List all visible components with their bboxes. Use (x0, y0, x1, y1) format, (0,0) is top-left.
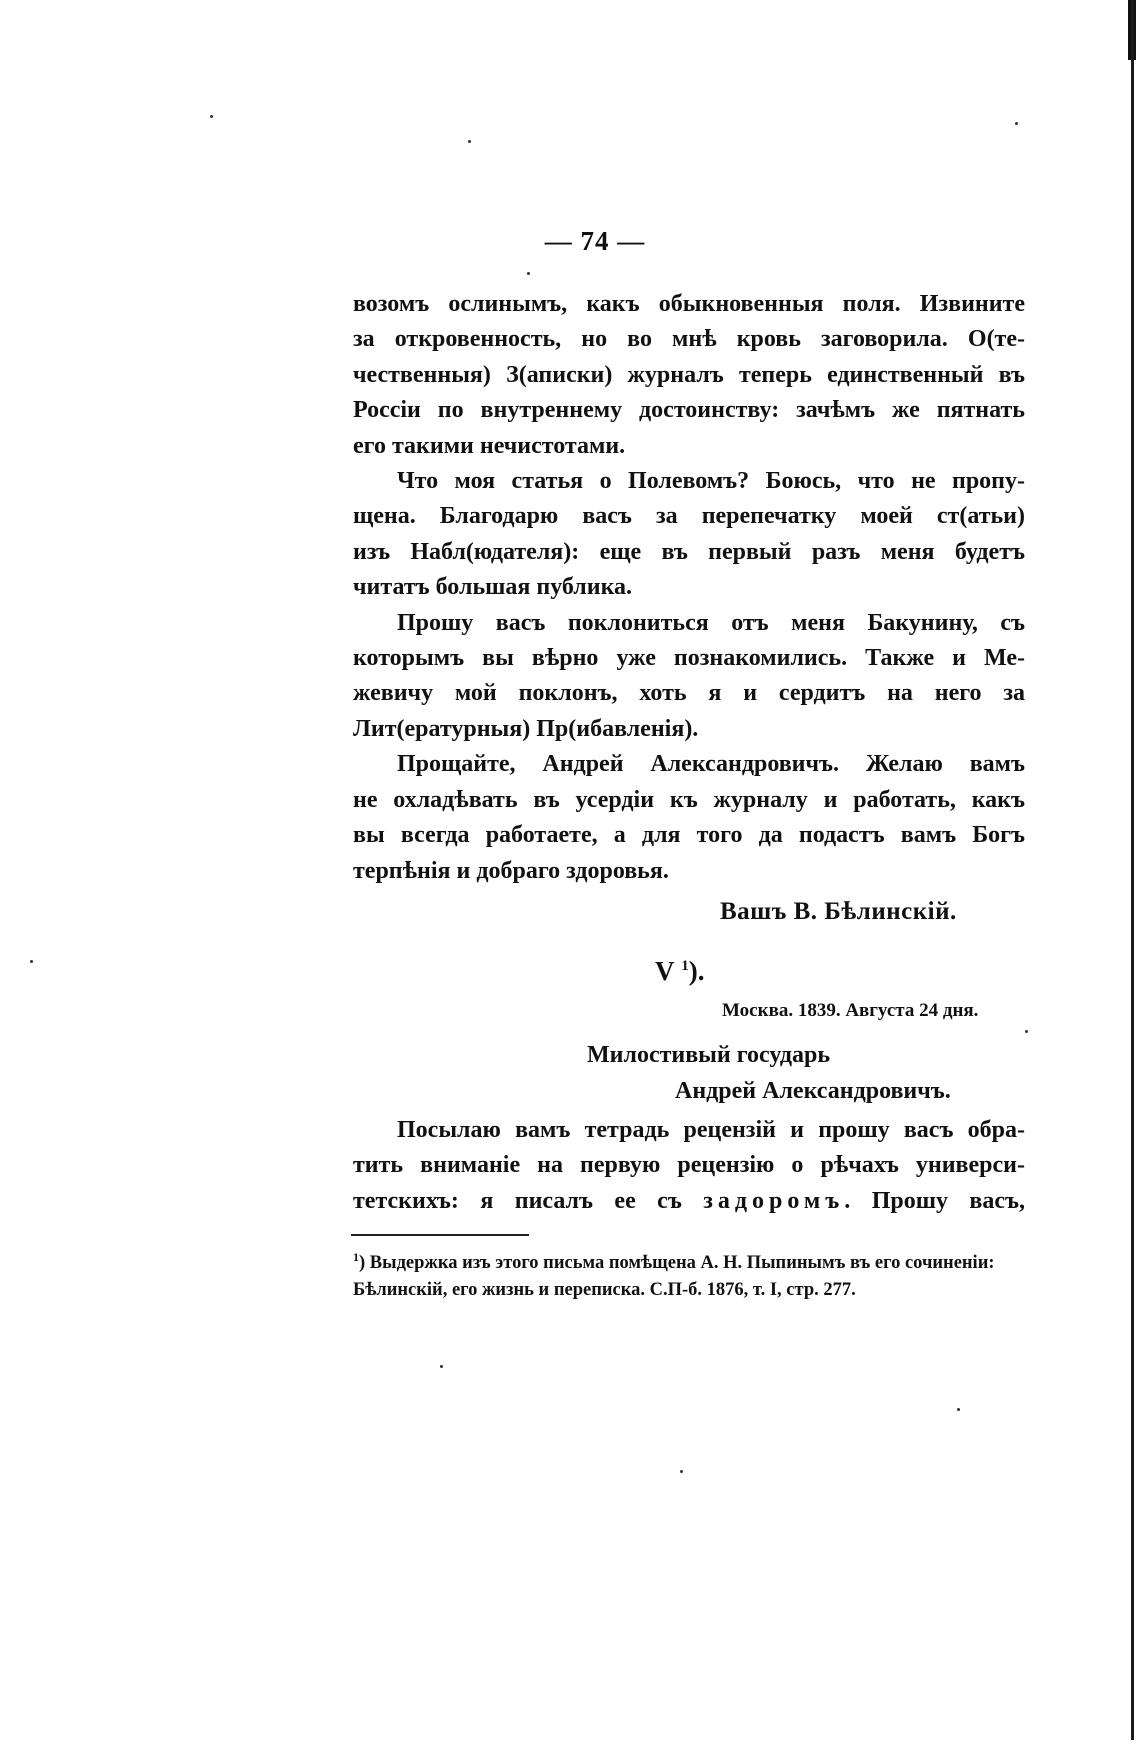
text-line: щена. Благодарю васъ за перепечатку моей ст(атьи) (353, 503, 1025, 530)
paper-speck (527, 272, 530, 275)
text-segment: тетскихъ: я писалъ ее съ (353, 1187, 704, 1214)
footnote (353, 1244, 1024, 1304)
salutation-line-2: Андрей Александровичъ. (675, 1078, 951, 1104)
text-line: Посылаю вамъ тетрадь рецензій и прошу васъ обра- (397, 1117, 1025, 1143)
binding-edge (1131, 0, 1134, 1740)
text-line: читатъ большая публика. (353, 574, 633, 601)
text-line: возомъ ослинымъ, какъ обыкновенныя поля. Извините (353, 291, 1025, 317)
body-text-top (353, 287, 1025, 889)
text-segment: . Прошу васъ, (844, 1187, 1026, 1214)
letter-numeral: V (655, 956, 675, 986)
paper-speck (957, 1408, 960, 1411)
footnote-rule (351, 1234, 529, 1236)
page-number: — 74 — (544, 226, 646, 256)
text-line: Что моя статья о Полевомъ? Боюсь, что не пропу- (397, 468, 1025, 495)
text-line: изъ Набл(юдателя): еще въ первый разъ меня будетъ (353, 538, 1025, 565)
paper-speck (440, 1365, 443, 1368)
paper-speck (1025, 1030, 1028, 1033)
letter-body (353, 1113, 1025, 1219)
paper-speck (210, 115, 213, 118)
text-line: вы всегда работаете, а для того да подастъ вамъ Богъ (353, 822, 1025, 849)
text-line: его такими нечистотами. (353, 432, 626, 459)
text-line: Прошу васъ поклониться отъ меня Бакунину, съ (397, 609, 1025, 636)
footnote-ref: 1 (681, 958, 689, 974)
footnote-text: ) Выдержка изъ этого письма помѣщена А. Н. Пыпинымъ въ его сочиненіи: Бѣлинскій, его жизнь и переписка. С.П-б. 1876, т. I, стр. 277. (353, 1253, 995, 1301)
salutation-line-1: Милостивый государь (587, 1042, 831, 1068)
signature: Вашъ В. Бѣлинскій. (720, 898, 957, 925)
text-line: за откровенность, но во мнѣ кровь заговорила. О(те- (353, 326, 1025, 353)
paper-speck (1015, 122, 1018, 125)
text-line: жевичу мой поклонъ, хоть я и сердитъ на него за (353, 680, 1025, 707)
text-line: чественныя) З(аписки) журналъ теперь единственный въ (353, 361, 1025, 388)
paper-speck (680, 1470, 683, 1473)
letter-number-suffix: ). (688, 956, 705, 986)
footnote-marker: 1 (353, 1250, 359, 1264)
text-line: Прощайте, Андрей Александровичъ. Желаю вамъ (397, 751, 1025, 778)
letter-number (655, 956, 705, 987)
text-line: тить вниманіе на первую рецензію о рѣчахъ универси- (353, 1152, 1025, 1179)
spaced-emphasis: задоромъ (703, 1187, 845, 1214)
text-line: Лит(ературныя) Пр(ибавленія). (353, 715, 699, 742)
text-line: терпѣнія и добраго здоровья. (353, 857, 669, 884)
dateline: Москва. 1839. Августа 24 дня. (722, 1000, 979, 1021)
paragraph (353, 606, 1025, 748)
paragraph (353, 464, 1025, 606)
paragraph (353, 747, 1025, 889)
paper-speck (30, 960, 33, 963)
paragraph (353, 287, 1025, 464)
paper-speck (468, 140, 471, 143)
text-line (353, 1184, 1025, 1219)
text-line: Россіи по внутреннему достоинству: зачѣмъ же пятнать (353, 397, 1025, 424)
text-line: которымъ вы вѣрно уже познакомились. Также и Ме- (353, 645, 1025, 672)
text-line: не охладѣвать въ усердіи къ журналу и работать, какъ (353, 786, 1025, 813)
